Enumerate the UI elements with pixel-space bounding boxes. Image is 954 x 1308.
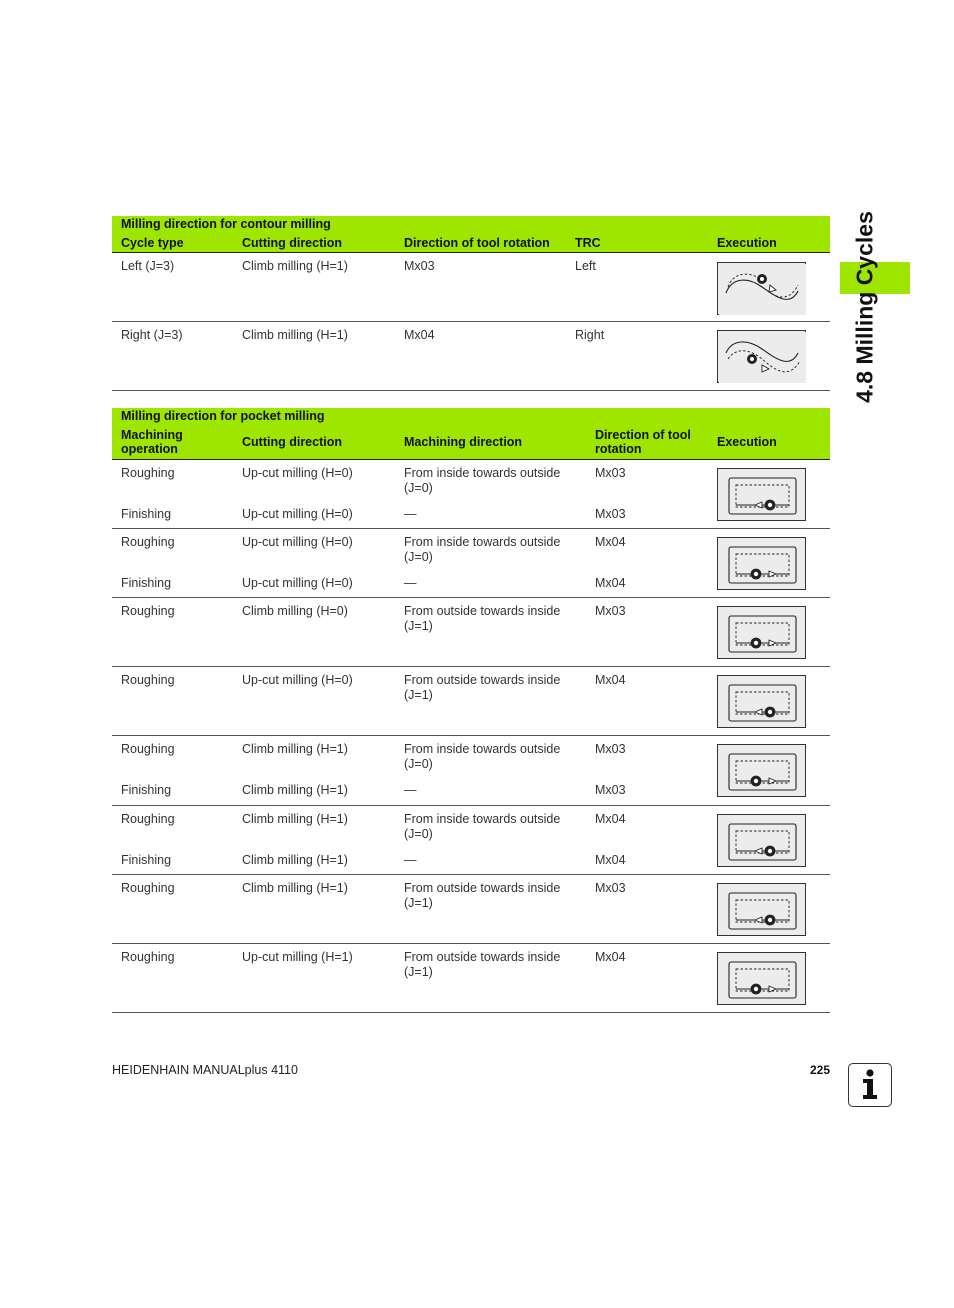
table-row [112,529,830,598]
table-row [112,736,830,806]
header-execution: Execution [717,236,777,250]
table-row [112,322,830,391]
cell-tool-rotation: Mx04 [595,535,626,549]
cell-machining-direction: From outside towards inside (J=1) [404,673,561,702]
cell-machining-operation: Roughing [121,812,175,826]
cell-tool-rotation: Mx04 [595,853,626,867]
table-row [112,667,830,736]
chapter-title-text: 4.8 Milling Cycles [851,211,878,403]
cell-tool-rotation: Mx03 [404,259,435,273]
pocket-diagram-5 [717,744,806,797]
cell-cycle-type: Right (J=3) [121,328,183,342]
cell-trc: Right [575,328,605,342]
cell-tool-rotation: Mx03 [595,881,626,895]
cell-cutting-direction: Up-cut milling (H=0) [242,466,353,480]
cell-cycle-type: Left (J=3) [121,259,175,273]
cell-machining-direction: From inside towards outside (J=0) [404,535,561,564]
cell-tool-rotation: Mx03 [595,742,626,756]
cell-machining-operation: Roughing [121,742,175,756]
pocket-table-body [112,460,830,1013]
cell-cutting-direction: Climb milling (H=1) [242,853,348,867]
cell-machining-operation: Roughing [121,673,175,687]
contour-table-title: Milling direction for contour milling [121,217,331,231]
cell-tool-rotation: Mx04 [595,950,626,964]
cell-machining-operation: Roughing [121,950,175,964]
pocket-diagram-7 [717,883,806,936]
cell-cutting-direction: Climb milling (H=1) [242,783,348,797]
cell-machining-direction: From outside towards inside (J=1) [404,604,561,633]
header-execution: Execution [717,435,777,449]
cell-machining-direction: From outside towards inside (J=1) [404,950,561,979]
cell-cutting-direction: Climb milling (H=1) [242,259,348,273]
cell-tool-rotation: Mx04 [595,673,626,687]
cell-machining-operation: Finishing [121,576,172,590]
cell-tool-rotation: Mx03 [595,604,626,618]
cell-machining-direction: — [404,853,417,867]
cell-cutting-direction: Up-cut milling (H=0) [242,673,353,687]
cell-cutting-direction: Climb milling (H=1) [242,812,348,826]
header-cycle-type: Cycle type [121,236,184,250]
cell-machining-operation: Finishing [121,783,172,797]
cell-cutting-direction: Up-cut milling (H=0) [242,507,353,521]
cell-cutting-direction: Climb milling (H=1) [242,881,348,895]
cell-tool-rotation: Mx04 [595,576,626,590]
cell-tool-rotation: Mx03 [595,783,626,797]
cell-tool-rotation: Mx03 [595,466,626,480]
header-machining-direction: Machining direction [404,435,523,449]
cell-machining-operation: Roughing [121,535,175,549]
contour-right-diagram [717,330,806,383]
cell-trc: Left [575,259,596,273]
page-number: 225 [809,1063,830,1077]
table-row [112,875,830,944]
pocket-diagram-2 [717,537,806,590]
header-cutting-direction: Cutting direction [242,435,342,449]
pocket-table-title: Milling direction for pocket milling [121,409,325,423]
table-row [112,598,830,667]
header-trc: TRC [575,236,601,250]
cell-machining-direction: From inside towards outside (J=0) [404,812,561,841]
pocket-table-header [112,408,830,460]
cell-machining-operation: Roughing [121,604,175,618]
cell-cutting-direction: Climb milling (H=0) [242,604,348,618]
pocket-diagram-1 [717,468,806,521]
footer-manual-title: HEIDENHAIN MANUALplus 4110 [112,1063,298,1077]
contour-left-diagram [717,262,806,315]
cell-tool-rotation: Mx04 [595,812,626,826]
pocket-diagram-6 [717,814,806,867]
pocket-diagram-4 [717,675,806,728]
cell-machining-operation: Finishing [121,853,172,867]
pocket-milling-table [112,408,830,1013]
cell-tool-rotation: Mx03 [595,507,626,521]
cell-cutting-direction: Up-cut milling (H=1) [242,950,353,964]
table-row [112,806,830,875]
cell-cutting-direction: Climb milling (H=1) [242,328,348,342]
table-row [112,460,830,529]
cell-machining-operation: Roughing [121,881,175,895]
cell-machining-operation: Roughing [121,466,175,480]
cell-machining-direction: From outside towards inside (J=1) [404,881,561,910]
pocket-diagram-8 [717,952,806,1005]
header-machining-operation: Machining operation [121,428,183,456]
pocket-diagram-3 [717,606,806,659]
cell-cutting-direction: Up-cut milling (H=0) [242,576,353,590]
info-icon [848,1063,892,1107]
cell-machining-direction: From inside towards outside (J=0) [404,742,561,771]
contour-milling-table [112,216,830,391]
cell-cutting-direction: Up-cut milling (H=0) [242,535,353,549]
cell-tool-rotation: Mx04 [404,328,435,342]
header-cutting-direction: Cutting direction [242,236,342,250]
header-tool-rotation: Direction of tool rotation [595,428,691,456]
cell-machining-direction: From inside towards outside (J=0) [404,466,561,495]
cell-machining-direction: — [404,783,417,797]
table-row [112,944,830,1013]
table-row [112,253,830,322]
cell-machining-operation: Finishing [121,507,172,521]
chapter-title [834,212,896,402]
cell-machining-direction: — [404,507,417,521]
header-tool-rotation: Direction of tool rotation [404,236,550,250]
cell-cutting-direction: Climb milling (H=1) [242,742,348,756]
contour-table-header [112,216,830,253]
cell-machining-direction: — [404,576,417,590]
